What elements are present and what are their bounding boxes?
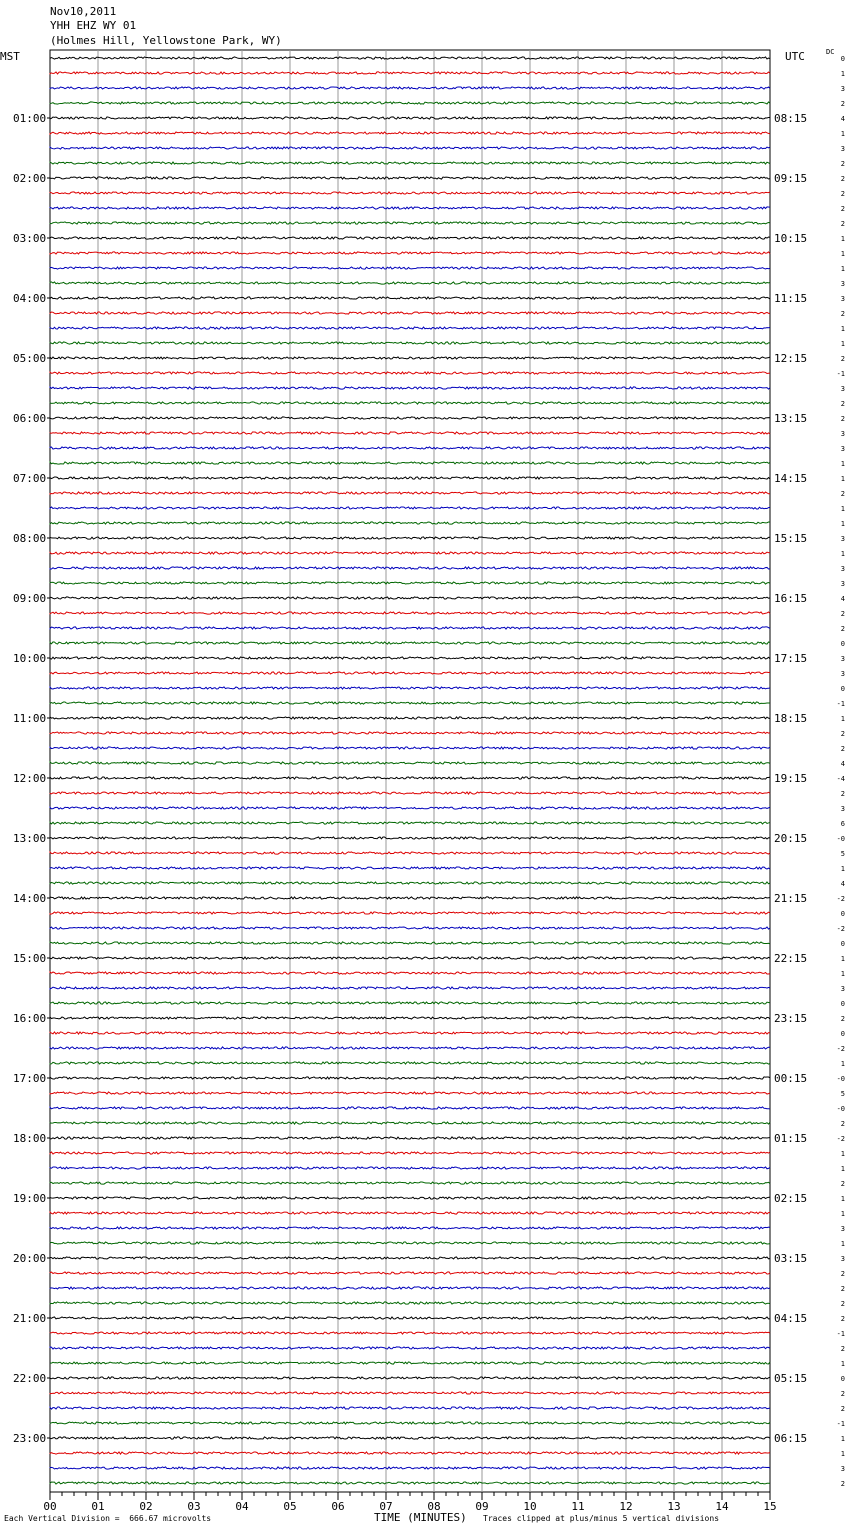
seismic-trace: [50, 582, 770, 584]
plot-date: Nov10,2011: [50, 5, 117, 18]
seismic-trace: [50, 372, 770, 374]
right-hour-label: 04:15: [774, 1312, 808, 1325]
seismic-trace: [50, 1077, 770, 1079]
seismic-trace: [50, 867, 770, 869]
x-tick-label: 14: [715, 1500, 729, 1513]
dc-offset-value: 1: [840, 235, 845, 243]
right-hour-label: 06:15: [774, 1432, 808, 1445]
seismic-trace: [50, 192, 770, 194]
seismic-trace: [50, 312, 770, 314]
seismic-trace: [50, 1227, 770, 1229]
left-hour-label: 09:00: [13, 592, 47, 605]
dc-offset-value: -1: [836, 1330, 845, 1338]
left-hour-label: 01:00: [13, 112, 47, 125]
clipping-note: Traces clipped at plus/minus 5 vertical divisions: [483, 1514, 720, 1523]
left-hour-label: 21:00: [13, 1312, 47, 1325]
seismic-trace: [50, 1032, 770, 1034]
right-hour-label: 15:15: [774, 532, 808, 545]
left-hour-label: 22:00: [13, 1372, 47, 1385]
right-hour-label: 01:15: [774, 1132, 808, 1145]
left-hour-label: 12:00: [13, 772, 47, 785]
dc-offset-value: 2: [840, 790, 845, 798]
left-hour-label: 17:00: [13, 1072, 47, 1085]
x-tick-label: 00: [43, 1500, 57, 1513]
seismic-trace: [50, 987, 770, 989]
seismic-trace: [50, 567, 770, 569]
right-hour-label: 13:15: [774, 412, 808, 425]
left-hour-label: 11:00: [13, 712, 47, 725]
dc-offset-value: 2: [840, 400, 845, 408]
seismic-trace: [50, 492, 770, 494]
dc-offset-value: 2: [840, 1285, 845, 1293]
right-hour-label: 12:15: [774, 352, 808, 365]
dc-offset-value: -1: [836, 370, 845, 378]
seismic-trace: [50, 852, 770, 854]
dc-offset-value: 1: [840, 460, 845, 468]
seismic-trace: [50, 972, 770, 974]
x-tick-label: 04: [235, 1500, 249, 1513]
seismic-trace: [50, 507, 770, 509]
dc-offset-value: 2: [840, 745, 845, 753]
dc-offset-value: 0: [840, 685, 845, 693]
seismic-trace: [50, 87, 770, 89]
seismic-trace: [50, 717, 770, 719]
dc-offset-header: DC: [826, 48, 835, 56]
dc-offset-value: 2: [840, 205, 845, 213]
dc-offset-value: 3: [840, 85, 845, 93]
dc-offset-value: 3: [840, 1225, 845, 1233]
seismic-trace: [50, 1092, 770, 1094]
seismic-trace: [50, 402, 770, 404]
right-hour-label: 23:15: [774, 1012, 808, 1025]
seismic-trace: [50, 1152, 770, 1154]
left-hour-label: 08:00: [13, 532, 47, 545]
seismic-trace: [50, 432, 770, 434]
seismic-trace: [50, 672, 770, 674]
seismic-trace: [50, 1062, 770, 1064]
dc-offset-value: 0: [840, 640, 845, 648]
seismic-trace: [50, 777, 770, 779]
dc-offset-value: 1: [840, 1150, 845, 1158]
seismic-trace: [50, 357, 770, 359]
seismic-trace: [50, 657, 770, 659]
dc-offset-value: 0: [840, 910, 845, 918]
dc-offset-value: 2: [840, 190, 845, 198]
dc-offset-value: 2: [840, 490, 845, 498]
dc-offset-value: 1: [840, 265, 845, 273]
x-tick-label: 13: [667, 1500, 681, 1513]
dc-offset-value: 1: [840, 1195, 845, 1203]
x-tick-label: 07: [379, 1500, 393, 1513]
dc-offset-value: 3: [840, 295, 845, 303]
seismic-trace: [50, 1242, 770, 1244]
x-tick-label: 03: [187, 1500, 201, 1513]
dc-offset-value: -2: [836, 1135, 845, 1143]
right-hour-label: 02:15: [774, 1192, 808, 1205]
seismic-trace: [50, 477, 770, 479]
seismic-trace: [50, 147, 770, 149]
dc-offset-value: 1: [840, 250, 845, 258]
seismic-trace: [50, 897, 770, 899]
dc-offset-value: 2: [840, 1405, 845, 1413]
seismic-trace: [50, 297, 770, 299]
seismic-trace: [50, 597, 770, 599]
dc-offset-value: 1: [840, 325, 845, 333]
seismic-trace: [50, 237, 770, 239]
dc-offset-value: 3: [840, 580, 845, 588]
seismic-trace: [50, 222, 770, 224]
left-hour-label: 04:00: [13, 292, 47, 305]
seismic-trace: [50, 807, 770, 809]
dc-offset-value: 2: [840, 355, 845, 363]
x-tick-label: 05: [283, 1500, 297, 1513]
x-tick-label: 06: [331, 1500, 345, 1513]
seismic-trace: [50, 837, 770, 839]
dc-offset-value: 3: [840, 430, 845, 438]
dc-offset-value: -1: [836, 700, 845, 708]
x-tick-label: 01: [91, 1500, 105, 1513]
dc-offset-value: 4: [840, 880, 845, 888]
seismic-trace: [50, 387, 770, 389]
seismic-trace: [50, 1017, 770, 1019]
seismic-trace: [50, 642, 770, 644]
left-hour-label: 15:00: [13, 952, 47, 965]
dc-offset-value: 0: [840, 940, 845, 948]
seismic-trace: [50, 912, 770, 914]
dc-offset-value: 1: [840, 1435, 845, 1443]
right-hour-label: 05:15: [774, 1372, 808, 1385]
seismic-trace: [50, 1392, 770, 1394]
dc-offset-value: -2: [836, 895, 845, 903]
dc-offset-value: 2: [840, 610, 845, 618]
x-axis-title: TIME (MINUTES): [374, 1511, 467, 1524]
seismic-trace: [50, 537, 770, 539]
seismic-trace: [50, 1317, 770, 1319]
seismic-trace: [50, 1377, 770, 1379]
dc-offset-value: 1: [840, 505, 845, 513]
dc-offset-value: 3: [840, 445, 845, 453]
dc-offset-value: 1: [840, 550, 845, 558]
seismic-trace: [50, 792, 770, 794]
dc-offset-value: 3: [840, 1255, 845, 1263]
left-hour-label: 10:00: [13, 652, 47, 665]
seismic-trace: [50, 942, 770, 944]
left-hour-label: 07:00: [13, 472, 47, 485]
dc-offset-value: 3: [840, 805, 845, 813]
x-tick-label: 11: [571, 1500, 585, 1513]
seismic-trace: [50, 117, 770, 119]
right-hour-label: 03:15: [774, 1252, 808, 1265]
seismic-trace: [50, 342, 770, 344]
seismic-trace: [50, 1002, 770, 1004]
dc-offset-value: 5: [840, 850, 845, 858]
seismic-trace: [50, 747, 770, 749]
dc-offset-value: 3: [840, 1465, 845, 1473]
dc-offset-value: 2: [840, 1390, 845, 1398]
dc-offset-value: 2: [840, 1300, 845, 1308]
right-hour-label: 22:15: [774, 952, 808, 965]
right-hour-label: 10:15: [774, 232, 808, 245]
dc-offset-value: 5: [840, 1090, 845, 1098]
dc-offset-value: 3: [840, 985, 845, 993]
dc-offset-value: -0: [836, 835, 845, 843]
x-tick-label: 10: [523, 1500, 537, 1513]
dc-offset-value: 2: [840, 1315, 845, 1323]
dc-offset-value: 4: [840, 595, 845, 603]
seismic-trace: [50, 252, 770, 254]
seismic-trace: [50, 1302, 770, 1304]
dc-offset-value: 1: [840, 520, 845, 528]
left-hour-label: 03:00: [13, 232, 47, 245]
right-hour-label: 19:15: [774, 772, 808, 785]
seismic-trace: [50, 1347, 770, 1349]
dc-offset-value: 0: [840, 55, 845, 63]
dc-offset-value: 1: [840, 1060, 845, 1068]
dc-offset-value: -1: [836, 1420, 845, 1428]
dc-offset-value: 0: [840, 1375, 845, 1383]
dc-offset-value: 2: [840, 160, 845, 168]
left-hour-label: 05:00: [13, 352, 47, 365]
right-hour-label: 18:15: [774, 712, 808, 725]
dc-offset-value: 2: [840, 1120, 845, 1128]
dc-offset-value: 1: [840, 955, 845, 963]
dc-offset-value: 2: [840, 625, 845, 633]
dc-offset-value: -2: [836, 925, 845, 933]
left-hour-label: 23:00: [13, 1432, 47, 1445]
seismic-trace: [50, 1182, 770, 1184]
seismic-trace: [50, 702, 770, 704]
dc-offset-value: 3: [840, 565, 845, 573]
seismic-trace: [50, 927, 770, 929]
seismic-trace: [50, 417, 770, 419]
dc-offset-value: 2: [840, 1345, 845, 1353]
dc-offset-value: 0: [840, 1000, 845, 1008]
seismic-trace: [50, 1272, 770, 1274]
seismic-trace: [50, 1197, 770, 1199]
right-hour-label: 09:15: [774, 172, 808, 185]
seismic-trace: [50, 447, 770, 449]
seismic-trace: [50, 552, 770, 554]
seismic-trace: [50, 687, 770, 689]
dc-offset-value: -4: [836, 775, 845, 783]
dc-offset-value: 2: [840, 220, 845, 228]
right-hour-label: 17:15: [774, 652, 808, 665]
dc-offset-value: -0: [836, 1105, 845, 1113]
dc-offset-value: 3: [840, 145, 845, 153]
dc-offset-value: 3: [840, 535, 845, 543]
dc-offset-value: 2: [840, 310, 845, 318]
dc-offset-value: 1: [840, 1450, 845, 1458]
dc-offset-value: 2: [840, 1015, 845, 1023]
seismic-trace: [50, 462, 770, 464]
x-tick-label: 09: [475, 1500, 489, 1513]
right-hour-label: 21:15: [774, 892, 808, 905]
seismic-trace: [50, 612, 770, 614]
dc-offset-value: 1: [840, 130, 845, 138]
seismic-trace: [50, 1452, 770, 1454]
plot-frame: [50, 50, 770, 1492]
seismic-trace: [50, 1212, 770, 1214]
dc-offset-value: 2: [840, 730, 845, 738]
dc-offset-value: 1: [840, 475, 845, 483]
dc-offset-value: 1: [840, 865, 845, 873]
x-tick-label: 12: [619, 1500, 633, 1513]
right-hour-label: 16:15: [774, 592, 808, 605]
x-tick-label: 08: [427, 1500, 441, 1513]
right-hour-label: 00:15: [774, 1072, 808, 1085]
seismic-trace: [50, 1422, 770, 1424]
seismic-trace: [50, 132, 770, 134]
seismic-trace: [50, 1167, 770, 1169]
seismic-trace: [50, 732, 770, 734]
dc-offset-value: 6: [840, 820, 845, 828]
dc-offset-value: 1: [840, 70, 845, 78]
dc-offset-value: 2: [840, 1180, 845, 1188]
dc-offset-value: 2: [840, 100, 845, 108]
seismic-trace: [50, 1287, 770, 1289]
dc-offset-value: 1: [840, 1240, 845, 1248]
right-hour-label: 20:15: [774, 832, 808, 845]
dc-offset-value: 1: [840, 970, 845, 978]
seismic-trace: [50, 1362, 770, 1364]
seismic-trace: [50, 1122, 770, 1124]
dc-offset-value: 1: [840, 1360, 845, 1368]
left-hour-label: 06:00: [13, 412, 47, 425]
dc-offset-value: 1: [840, 1210, 845, 1218]
seismic-trace: [50, 882, 770, 884]
dc-offset-value: 4: [840, 115, 845, 123]
dc-offset-value: 3: [840, 385, 845, 393]
left-hour-label: 18:00: [13, 1132, 47, 1145]
seismic-trace: [50, 522, 770, 524]
seismic-trace: [50, 177, 770, 179]
left-hour-label: 16:00: [13, 1012, 47, 1025]
left-hour-label: 19:00: [13, 1192, 47, 1205]
seismic-trace: [50, 57, 770, 59]
seismic-trace: [50, 957, 770, 959]
dc-offset-value: 2: [840, 1480, 845, 1488]
x-tick-label: 15: [763, 1500, 777, 1513]
dc-offset-value: 3: [840, 280, 845, 288]
dc-offset-value: 3: [840, 655, 845, 663]
seismic-trace: [50, 102, 770, 104]
seismic-trace: [50, 1407, 770, 1409]
left-hour-label: 13:00: [13, 832, 47, 845]
dc-offset-value: -0: [836, 1075, 845, 1083]
dc-offset-value: -2: [836, 1045, 845, 1053]
seismic-trace: [50, 162, 770, 164]
dc-offset-value: 2: [840, 175, 845, 183]
right-hour-label: 08:15: [774, 112, 808, 125]
seismic-trace: [50, 1047, 770, 1049]
seismic-trace: [50, 1467, 770, 1469]
seismic-trace: [50, 327, 770, 329]
dc-offset-value: 1: [840, 340, 845, 348]
station-location: (Holmes Hill, Yellowstone Park, WY): [50, 34, 282, 47]
seismic-trace: [50, 267, 770, 269]
seismic-trace: [50, 1257, 770, 1259]
seismic-trace: [50, 1332, 770, 1334]
dc-offset-value: 3: [840, 670, 845, 678]
seismic-trace: [50, 627, 770, 629]
dc-offset-value: 2: [840, 1270, 845, 1278]
seismic-trace: [50, 207, 770, 209]
seismic-trace: [50, 1482, 770, 1484]
left-hour-label: 20:00: [13, 1252, 47, 1265]
dc-offset-value: 2: [840, 415, 845, 423]
seismic-trace: [50, 762, 770, 764]
right-hour-label: 14:15: [774, 472, 808, 485]
seismic-trace: [50, 282, 770, 284]
dc-offset-value: 1: [840, 1165, 845, 1173]
right-hour-label: 11:15: [774, 292, 808, 305]
left-timezone-label: MST: [0, 50, 20, 63]
left-hour-label: 02:00: [13, 172, 47, 185]
seismic-trace: [50, 1137, 770, 1139]
right-timezone-label: UTC: [785, 50, 805, 63]
seismic-trace: [50, 1437, 770, 1439]
dc-offset-value: 0: [840, 1030, 845, 1038]
seismic-trace: [50, 822, 770, 824]
seismic-trace: [50, 72, 770, 74]
dc-offset-value: 4: [840, 760, 845, 768]
vertical-scale-note: Each Vertical Division = 666.67 microvolts: [4, 1514, 212, 1523]
x-tick-label: 02: [139, 1500, 153, 1513]
seismic-trace: [50, 1107, 770, 1109]
dc-offset-value: 1: [840, 715, 845, 723]
station-code: YHH EHZ WY 01: [50, 19, 137, 32]
left-hour-label: 14:00: [13, 892, 47, 905]
